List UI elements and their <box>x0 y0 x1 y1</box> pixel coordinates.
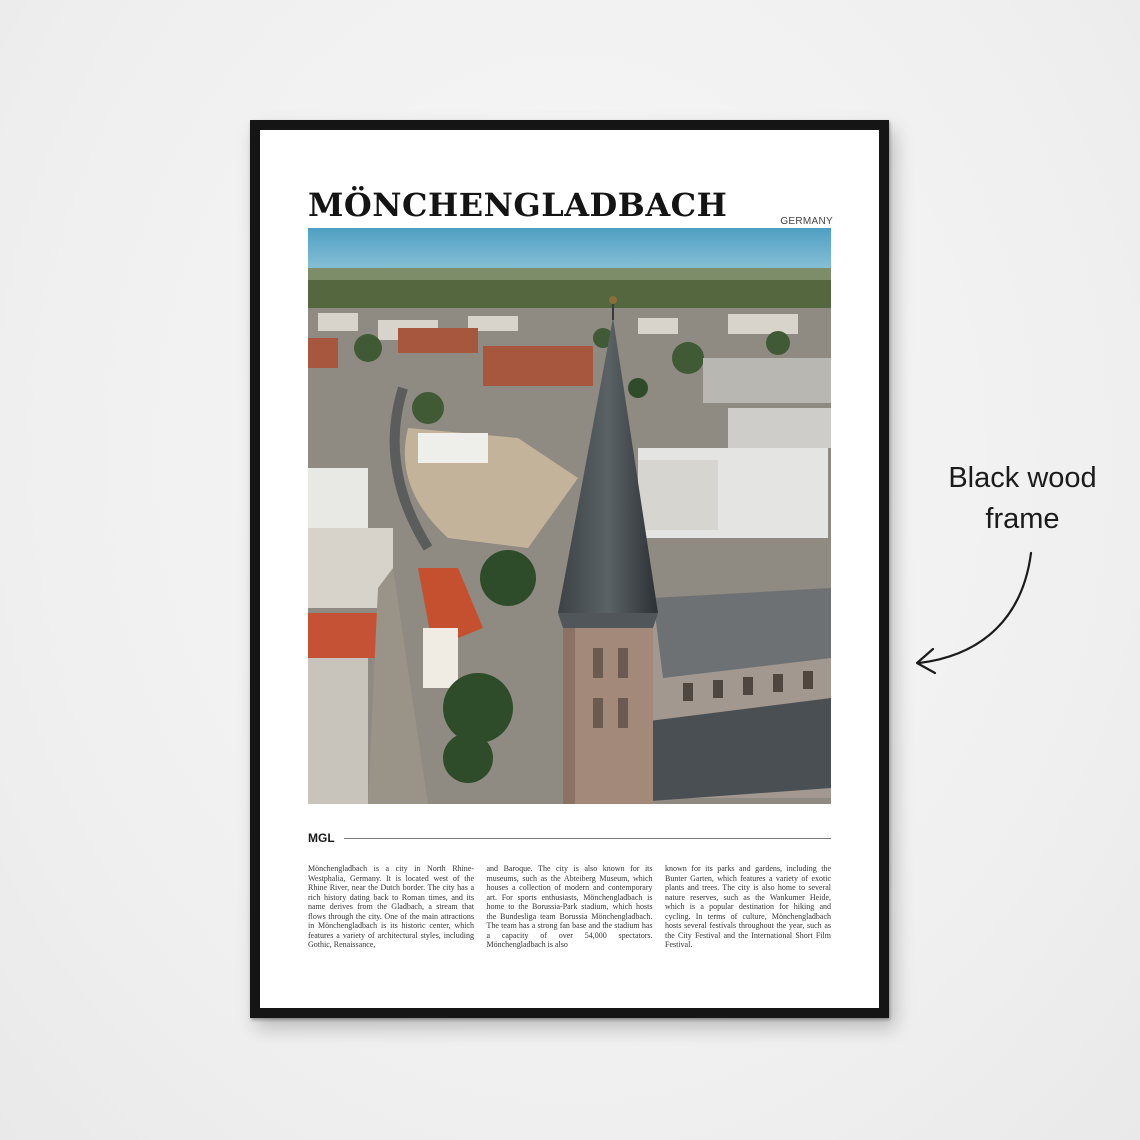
description-column-3: known for its parks and gardens, including the Bunter Garten, which features a variety of exotic plants and trees. The city is also home to several nature reserves, such as the Wankumer Heide, which is a popular destination for hiking and cycling. In terms of culture, Mönchengladbach hosts several festivals throughout the year, such as the City Festival and the International Short Film Festival. <box>665 864 831 949</box>
city-code: MGL <box>308 831 335 845</box>
callout-line-2: frame <box>985 503 1060 535</box>
description-column-1: Mönchengladbach is a city in North Rhine-Westphalia, Germany. It is located west of the Rhine River, near the Dutch border. The city has a rich history dating back to Roman times, and its name derives from the Gladbach, a stream that flows through the city. One of the main attractions in Mönchengladbach is its historic center, which features a variety of architectural styles, including Gothic, Renaissance, <box>308 864 474 949</box>
city-code-row <box>308 831 831 845</box>
black-wood-frame <box>250 120 889 1018</box>
poster-country: GERMANY <box>780 216 833 227</box>
divider-rule <box>344 838 831 839</box>
poster-title: MÖNCHENGLADBACH <box>308 186 728 224</box>
poster-mat <box>260 130 879 1008</box>
description-column-2: and Baroque. The city is also known for its museums, such as the Abteiberg Museum, which houses a collection of modern and contemporary art. For sports enthusiasts, Mönchengladbach is home to the Borussia-Park stadium, which hosts the Bundesliga team Borussia Mönchengladbach. The team has a strong fan base and the stadium has a capacity of over 54,000 spectators. Mönchengladbach is also <box>486 864 653 949</box>
callout-line-1: Black wood <box>948 462 1097 494</box>
city-description <box>308 864 831 964</box>
frame-callout <box>925 458 1120 540</box>
curved-arrow-icon <box>905 545 1045 680</box>
aerial-photo-illustration <box>308 228 831 804</box>
city-aerial-photo <box>308 228 831 804</box>
